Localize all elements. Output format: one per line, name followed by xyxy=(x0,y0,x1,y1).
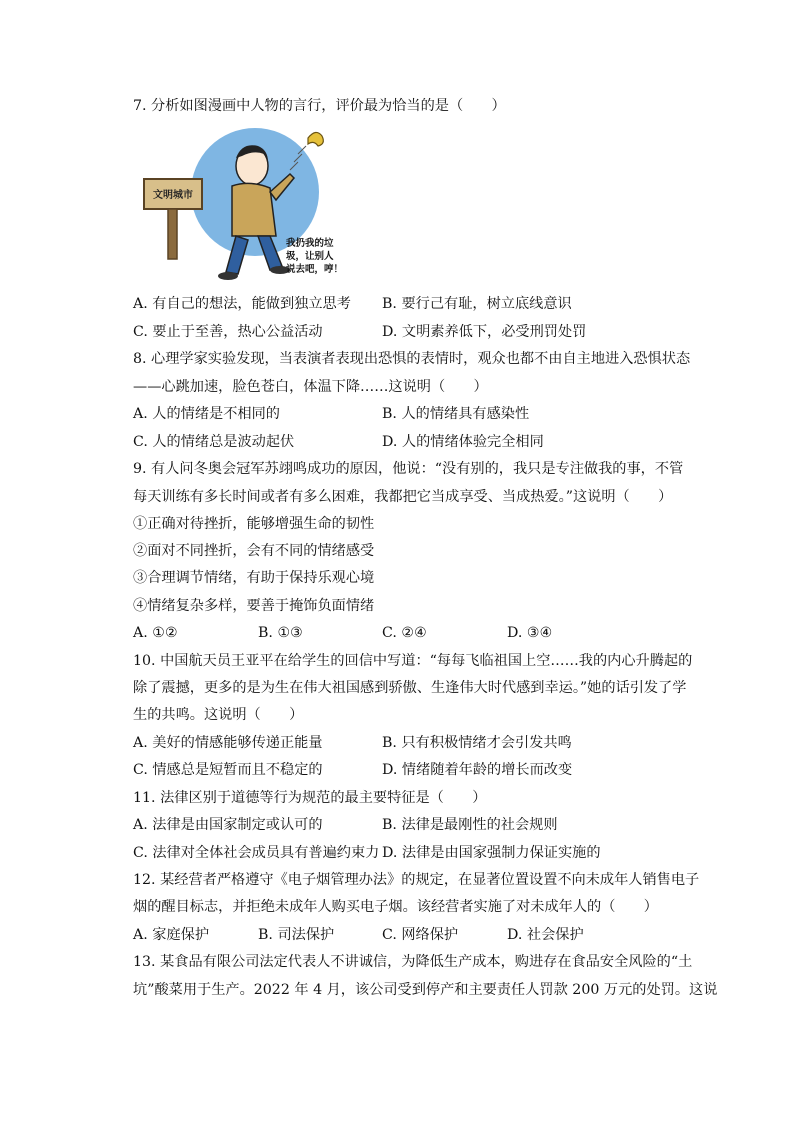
q11-option-c: C. 法律对全体社会成员具有普遍约束力 xyxy=(133,845,380,861)
q9-item-2: ②面对不同挫折，会有不同的情绪感受 xyxy=(133,543,375,559)
sign-text: 文明城市 xyxy=(153,190,193,201)
q10-option-c: C. 情感总是短暂而且不稳定的 xyxy=(133,762,323,778)
q8-stem-line-2: ——心跳加速，脸色苍白，体温下降……这说明（ ） xyxy=(133,379,488,395)
q9-option-c: C. ②④ xyxy=(382,625,427,641)
person-shoe-left xyxy=(218,272,238,280)
q12-stem-line-1: 12. 某经营者严格遵守《电子烟管理办法》的规定，在显著位置设置不向未成年人销售电子 xyxy=(133,872,700,888)
q9-option-b: B. ①③ xyxy=(258,625,303,641)
q12-option-b: B. 司法保护 xyxy=(258,927,335,943)
q8-option-d: D. 人的情绪体验完全相同 xyxy=(382,434,544,450)
q8-option-a: A. 人的情绪是不相同的 xyxy=(133,406,280,422)
speech-line-3: 说去吧，哼！ xyxy=(286,264,344,275)
q10-option-d: D. 情绪随着年龄的增长而改变 xyxy=(382,762,573,778)
q7-option-d: D. 文明素养低下，必受刑罚处罚 xyxy=(382,324,587,340)
q7-stem: 7. 分析如图漫画中人物的言行，评价最为恰当的是（ ） xyxy=(133,98,506,114)
q12-option-d: D. 社会保护 xyxy=(507,927,584,943)
q12-option-a: A. 家庭保护 xyxy=(133,927,210,943)
q9-stem-line-2: 每天训练有多长时间或者有多么困难，我都把它当成享受、当成热爱。”这说明（ ） xyxy=(133,489,673,505)
q9-item-4: ④情绪复杂多样，要善于掩饰负面情绪 xyxy=(133,598,375,614)
q8-stem-line-1: 8. 心理学家实验发现，当表演者表现出恐惧的表情时，观众也都不由自主地进入恐惧状态 xyxy=(133,351,691,367)
q12-stem-line-2: 烟的醒目标志，并拒绝未成年人购买电子烟。该经营者实施了对未成年人的（ ） xyxy=(133,899,658,915)
q9-item-1: ①正确对待挫折，能够增强生命的韧性 xyxy=(133,516,375,532)
q10-option-b: B. 只有积极情绪才会引发共鸣 xyxy=(382,735,572,751)
q11-option-a: A. 法律是由国家制定或认可的 xyxy=(133,817,323,833)
q9-option-d: D. ③④ xyxy=(507,625,553,641)
q7-option-a: A. 有自己的想法，能做到独立思考 xyxy=(133,296,351,312)
q10-stem-line-1: 10. 中国航天员王亚平在给学生的回信中写道：“每每飞临祖国上空……我的内心升腾起的 xyxy=(133,653,693,669)
q10-stem-line-2: 除了震撼，更多的是为生在伟大祖国感到骄傲、生逢伟大时代感到幸运。”她的话引发了学 xyxy=(133,680,687,696)
q11-option-d: D. 法律是由国家强制力保证实施的 xyxy=(382,845,601,861)
speech-line-1: 我扔我的垃 xyxy=(286,238,334,249)
q12-option-c: C. 网络保护 xyxy=(382,927,459,943)
person-jacket xyxy=(232,183,276,236)
speech-line-2: 圾，让别人 xyxy=(286,251,334,262)
q10-stem-line-3: 生的共鸣。这说明（ ） xyxy=(133,707,304,723)
q13-stem-line-2: 坑”酸菜用于生产。2022 年 4 月，该公司受到停产和主要责任人罚款 200 万元的处罚。这说 xyxy=(133,982,718,998)
sign-post xyxy=(168,209,177,259)
q7-option-b: B. 要行己有耻，树立底线意识 xyxy=(382,296,572,312)
q7-option-c: C. 要止于至善，热心公益活动 xyxy=(133,324,323,340)
q8-option-c: C. 人的情绪总是波动起伏 xyxy=(133,434,295,450)
q9-stem-line-1: 9. 有人问冬奥会冠军苏翊鸣成功的原因，他说：“没有别的，我只是专注做我的事，不管 xyxy=(133,461,684,477)
q11-stem: 11. 法律区别于道德等行为规范的最主要特征是（ ） xyxy=(133,790,487,806)
q11-option-b: B. 法律是最刚性的社会规则 xyxy=(382,817,558,833)
banana-peel xyxy=(308,132,323,146)
q13-stem-line-1: 13. 某食品有限公司法定代表人不讲诚信，为降低生产成本，购进存在食品安全风险的“土 xyxy=(133,954,693,970)
q8-option-b: B. 人的情绪具有感染性 xyxy=(382,406,530,422)
q9-option-a: A. ①② xyxy=(133,625,178,641)
q10-option-a: A. 美好的情感能够传递正能量 xyxy=(133,735,323,751)
q9-item-3: ③合理调节情绪，有助于保持乐观心境 xyxy=(133,570,375,586)
cartoon-image xyxy=(130,124,370,286)
